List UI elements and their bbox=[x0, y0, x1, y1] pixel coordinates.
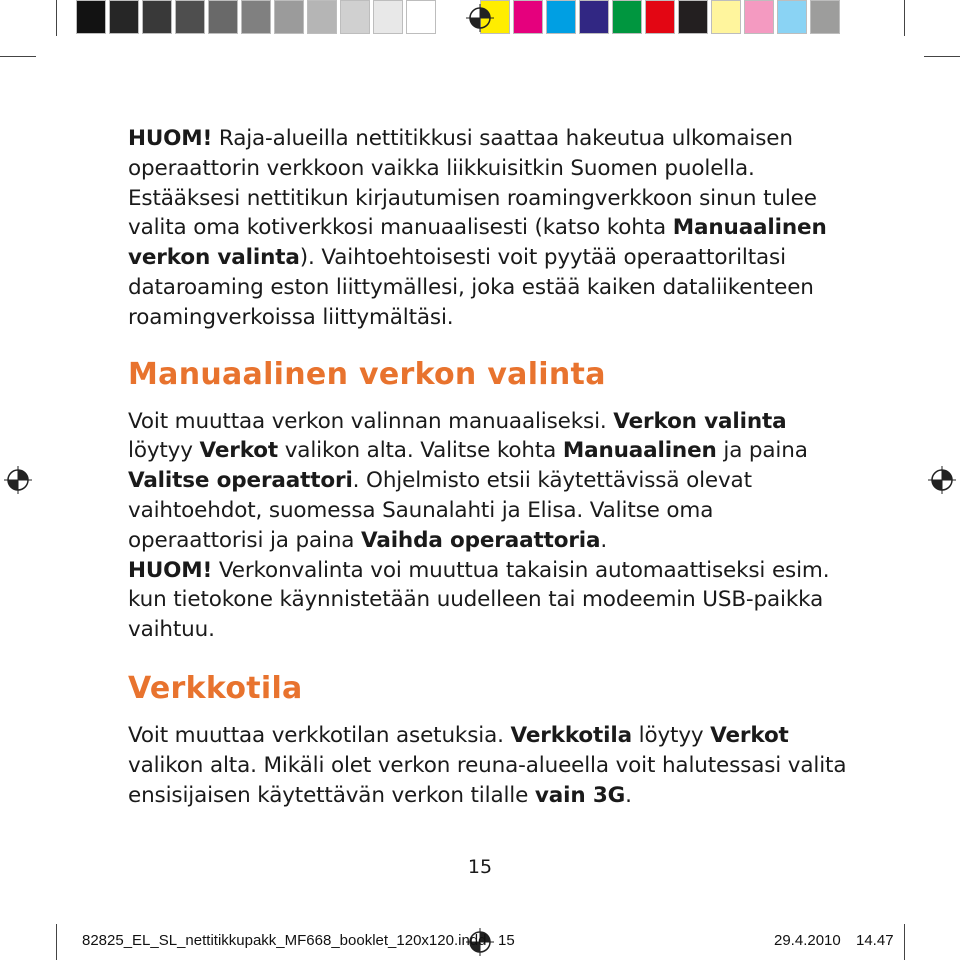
manual-network-paragraph: Voit muuttaa verkon valinnan manuaaliseksi. Verkon valinta löytyy Verkot valikon alta. Valitse kohta Manuaalinen ja paina Valitse operaattori. Ohjelmisto etsii käytettävissä olevat vaihtoehdot, suomessa Saunalahti ja Elisa. Valitse oma operaattorisi ja paina Vaihda operaattoria. bbox=[128, 408, 808, 553]
manual-network-reference: Manuaalinen verkon valinta bbox=[128, 215, 827, 271]
crop-mark-right-top bbox=[924, 56, 960, 57]
roaming-note: HUOM! Raja-alueilla nettitikkusi saattaa hakeutua ulkomaisen operaattorin verkkoon vaikka liikkuisitkin Suomen puolella. Estääksesi nettitikun kirjautumisen roamingverkkoon sinun tulee valita oma kotiverkkosi manuaalisesti (katso kohta Manuaalinen verkon valinta). Vaihtoehtoisesti voit pyytää operaattoriltasi dataroaming eston liittymällesi, joka estää kaiken dataliikenteen roamingverkoissa liittymältäsi. bbox=[128, 126, 827, 330]
slug-filename: 82825_EL_SL_nettitikkupakk_MF668_booklet_120x120.indd bbox=[82, 932, 487, 949]
huom-label: HUOM! bbox=[128, 126, 213, 151]
color-swatch bbox=[241, 0, 271, 34]
crop-mark-left-top bbox=[0, 56, 36, 57]
slug-date: 29.4.2010 bbox=[774, 932, 841, 949]
registration-mark-icon bbox=[928, 466, 956, 494]
color-swatch bbox=[274, 0, 304, 34]
color-swatch bbox=[678, 0, 708, 34]
crop-mark-top-right bbox=[904, 0, 905, 36]
crop-mark-bottom-right bbox=[904, 924, 905, 960]
color-swatch bbox=[109, 0, 139, 34]
color-swatch bbox=[810, 0, 840, 34]
slug-page: 15 bbox=[498, 932, 515, 949]
registration-mark-icon bbox=[466, 4, 494, 32]
registration-mark-icon bbox=[4, 466, 32, 494]
color-swatch bbox=[546, 0, 576, 34]
color-swatch bbox=[744, 0, 774, 34]
color-swatch bbox=[76, 0, 106, 34]
color-swatch bbox=[208, 0, 238, 34]
section-heading-manual-network: Manuaalinen verkon valinta bbox=[128, 356, 606, 392]
page-content bbox=[128, 124, 848, 810]
color-calibration-bar bbox=[76, 0, 843, 36]
color-swatch bbox=[142, 0, 172, 34]
network-mode-paragraph: Voit muuttaa verkkotilan asetuksia. Verkkotila löytyy Verkot valikon alta. Mikäli olet verkon reuna-alueella voit halutessasi valita ensisijaisen käytettävän verkon tilalle vain 3G. bbox=[128, 722, 847, 808]
color-swatch bbox=[513, 0, 543, 34]
color-swatch bbox=[307, 0, 337, 34]
color-swatch bbox=[711, 0, 741, 34]
color-swatch bbox=[612, 0, 642, 34]
color-swatch bbox=[340, 0, 370, 34]
crop-mark-top-left bbox=[56, 0, 57, 36]
color-swatch bbox=[777, 0, 807, 34]
slug-time: 14.47 bbox=[856, 932, 894, 949]
color-swatch bbox=[373, 0, 403, 34]
color-swatch bbox=[175, 0, 205, 34]
color-swatch bbox=[645, 0, 675, 34]
color-swatch bbox=[406, 0, 436, 34]
section-heading-network-mode: Verkkotila bbox=[128, 670, 303, 706]
crop-mark-bottom-left bbox=[56, 924, 57, 960]
page-number: 15 bbox=[467, 856, 493, 878]
huom-label: HUOM! bbox=[128, 557, 213, 583]
network-selection-note: HUOM! Verkonvalinta voi muuttua takaisin automaattiseksi esim. kun tietokone käynnistetään uudelleen tai modeemin USB-paikka vaihtuu. bbox=[128, 557, 830, 643]
color-swatch bbox=[579, 0, 609, 34]
